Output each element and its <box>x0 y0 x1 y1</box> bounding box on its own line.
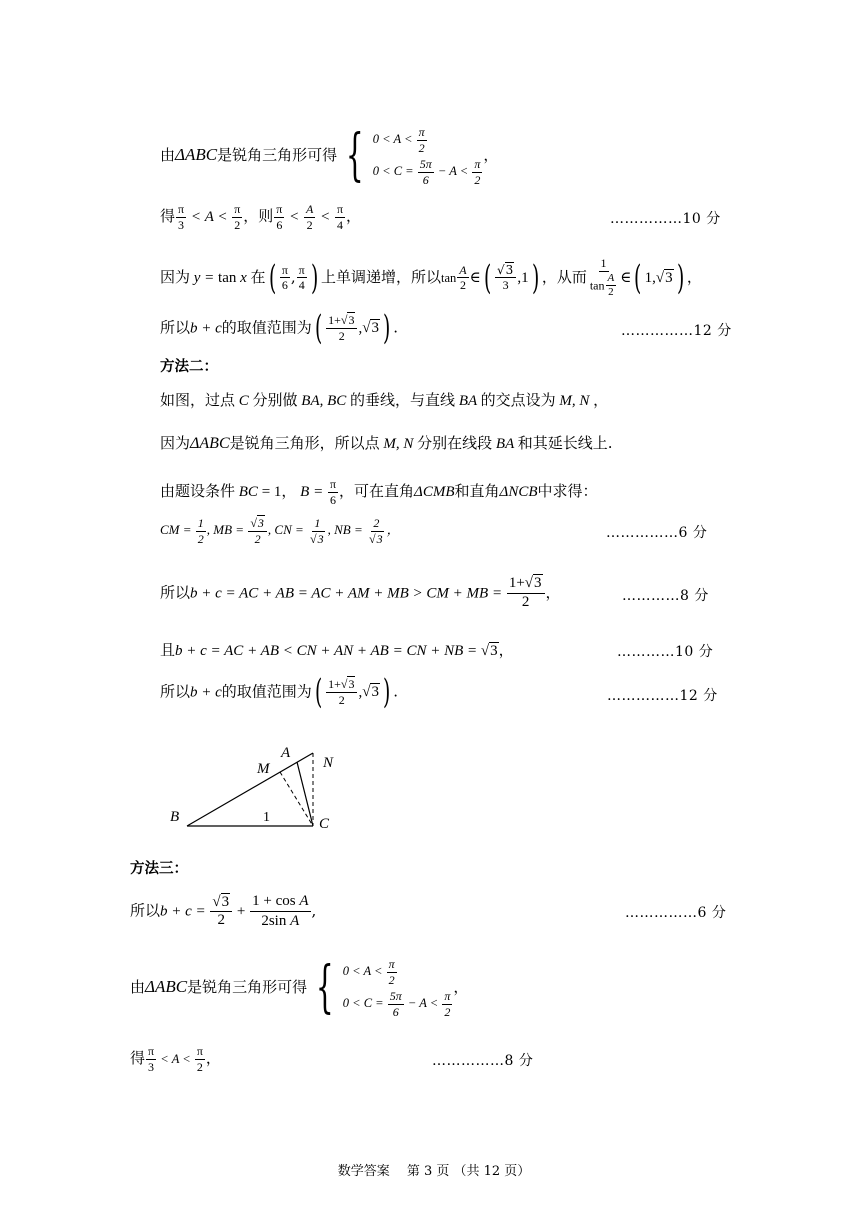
line-m3-expression: 所以b + c = $\frac{√3}{2}$ + $\frac{\text{1 + cos A}}{\text{2sin A}}$ , <box>130 893 317 929</box>
line-m3-range-A: 得 $\frac{\pi}{3}$ < A < $\frac{\pi}{2}$ ， <box>130 1044 221 1074</box>
score-12: ……………12 分 <box>621 323 732 339</box>
page-footer: 数学答案 第 3 页 （共 12 页） <box>337 1164 531 1179</box>
segment-AC <box>297 762 313 826</box>
label-side-length: 1 <box>263 810 270 825</box>
line-m2-given: 由题设条件 BC = 1， B = $\frac{\pi}{6}$ ，可在直角ΔCMB和直角ΔNCB中求得： <box>160 477 598 507</box>
label-B: B <box>170 809 180 825</box>
label-C: C <box>319 816 330 832</box>
label-A: A <box>281 745 291 761</box>
line-range-A: 得 $\frac{\pi}{3}$ < A < $\frac{\pi}{2}$ ，则 $\frac{\pi}{6}$ < $\frac{A}{2}$ < $\frac{\pi}{4}$ ， <box>160 202 362 232</box>
line-m2-lengths: CM = $\frac{1}{2}$ , MB = $\frac{√3}{2}$ , CN = $\frac{1}{√3}$ , NB = $\frac{2}{√3}$ ， <box>160 516 400 546</box>
line-acute-condition: 由ΔABC是锐角三角形可得 { 0 < A < $\frac{\pi}{2}$ 0 < C = $\frac{5\pi}{6}$ − A < $\frac{\pi}{2}$ ， <box>160 122 499 188</box>
segment-BN <box>187 753 313 826</box>
label-N: N <box>323 755 334 771</box>
score-6-b: ……………6 分 <box>625 905 727 921</box>
line-m2-acute: 因为ΔABC是锐角三角形，所以点 M, N 分别在线段 BA 和其延长线上. <box>160 434 613 452</box>
triangle-figure <box>165 735 355 840</box>
score-12-b: ……………12 分 <box>607 688 718 704</box>
line-tan-monotonic: 因为 y = tan x 在( $\frac{\pi}{6}$ , $\frac{\pi}{4}$ ) 上单调递增，所以tan $\frac{A}{2}$ ∈( $\frac{√3}{3}$ ,1) ，从而 1 tan $\frac{A}{2}$ ∈( 1,√3 ) ， <box>160 256 702 299</box>
score-8-b: ……………8 分 <box>432 1053 534 1069</box>
label-M: M <box>257 761 270 777</box>
line-range-result-1: 所以b + c的取值范围为( $\frac{1+√3}{2}$ ,√3 ) . <box>160 308 398 348</box>
line-m2-construction: 如图，过点 C 分别做 BA, BC 的垂线，与直线 BA 的交点设为 M, N ， <box>160 391 609 409</box>
score-10-b: …………10 分 <box>617 644 714 660</box>
score-10: ……………10 分 <box>610 211 721 227</box>
line-range-result-2: 所以b + c的取值范围为( $\frac{1+√3}{2}$ ,√3 ) . <box>160 672 398 712</box>
line-m2-upper-bound: 且b + c = AC + AB < CN + AN + AB = CN + NB = √3， <box>160 641 514 659</box>
segment-MC-dashed <box>280 772 313 826</box>
line-m2-lower-bound: 所以b + c = AC + AB = AC + AM + MB > CM + MB = $\frac{1+√3}{2}$ ， <box>160 575 561 610</box>
method-two-heading: 方法二： <box>160 359 218 375</box>
line-m3-acute-condition: 由ΔABC是锐角三角形可得 { 0 < A < $\frac{\pi}{2}$ 0 < C = $\frac{5\pi}{6}$ − A < $\frac{\pi}{2}$ ， <box>130 954 469 1020</box>
method-three-heading: 方法三： <box>130 861 188 877</box>
score-8: …………8 分 <box>622 588 709 604</box>
score-6: ……………6 分 <box>606 525 708 541</box>
